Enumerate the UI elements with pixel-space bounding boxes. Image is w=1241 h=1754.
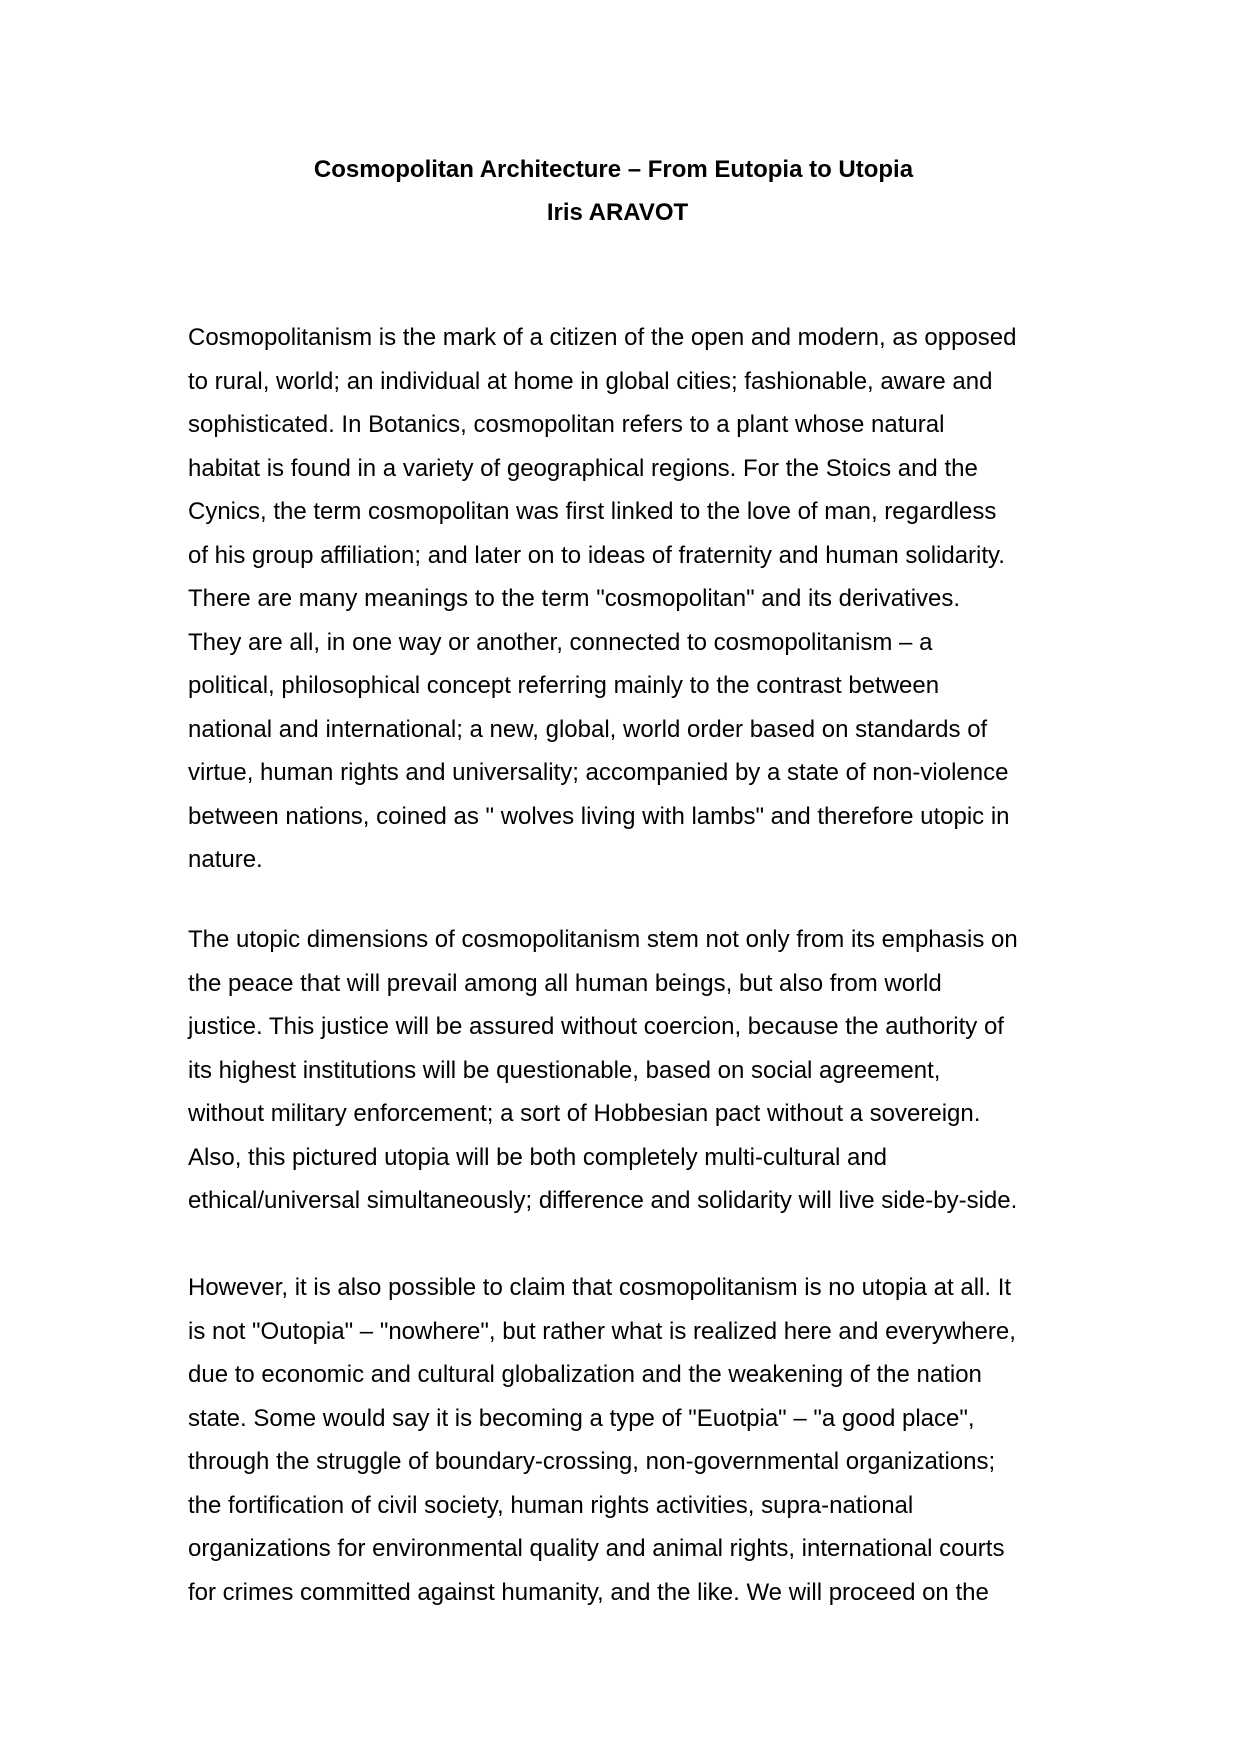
text-line: They are all, in one way or another, connected to cosmopolitanism – a: [188, 628, 933, 656]
text-line: nature.: [188, 846, 263, 873]
text-line: Also, this pictured utopia will be both completely multi-cultural and: [188, 1143, 888, 1171]
title-block: [0, 148, 1241, 234]
text-line: organizations for environmental quality and animal rights, international courts: [188, 1535, 1005, 1562]
text-line: without military enforcement; a sort of Hobbesian pact without a sovereign.: [188, 1100, 981, 1127]
text-line: Cynics, the term cosmopolitan was first linked to the love of man, regardless: [188, 498, 997, 525]
text-line: of his group affiliation; and later on to ideas of fraternity and human solidarity.: [188, 541, 1005, 569]
text-line: state. Some would say it is becoming a type of "Euotpia" – "a good place",: [188, 1404, 975, 1432]
text-line: through the struggle of boundary-crossing, non-governmental organizations;: [188, 1448, 996, 1475]
text-line: habitat is found in a variety of geographical regions. For the Stoics and the: [188, 454, 978, 482]
text-line: Cosmopolitanism is the mark of a citizen of the open and modern, as opposed: [188, 324, 1017, 351]
text-line: There are many meanings to the term "cosmopolitan" and its derivatives.: [188, 585, 961, 612]
text-line: sophisticated. In Botanics, cosmopolitan refers to a plant whose natural: [188, 411, 945, 438]
text-line: virtue, human rights and universality; accompanied by a state of non-violence: [188, 759, 1009, 786]
text-line: political, philosophical concept referring mainly to the contrast between: [188, 672, 940, 699]
text-line: the peace that will prevail among all human beings, but also from world: [188, 969, 942, 997]
text-line: between nations, coined as " wolves living with lambs" and therefore utopic in: [188, 802, 1010, 830]
text-line: is not "Outopia" – "nowhere", but rather what is realized here and everywhere,: [188, 1317, 1016, 1345]
text-line: national and international; a new, global, world order based on standards of: [188, 715, 988, 743]
text-line: due to economic and cultural globalization and the weakening of the nation: [188, 1361, 982, 1388]
text-line: to rural, world; an individual at home in global cities; fashionable, aware and: [188, 367, 993, 395]
text-line: its highest institutions will be questionable, based on social agreement,: [188, 1056, 941, 1084]
paragraph-2: [188, 918, 1068, 1223]
text-line: for crimes committed against humanity, and the like. We will proceed on the: [188, 1578, 989, 1606]
text-line: justice. This justice will be assured without coercion, because the authority of: [188, 1013, 1004, 1040]
document-title: Cosmopolitan Architecture – From Eutopia to Utopia: [313, 156, 914, 183]
document-author: Iris ARAVOT: [546, 199, 689, 226]
text-line: The utopic dimensions of cosmopolitanism stem not only from its emphasis on: [188, 926, 1018, 953]
paragraph-1: [188, 316, 1068, 882]
paragraph-3: [188, 1266, 1068, 1614]
text-line: ethical/universal simultaneously; difference and solidarity will live side-by-side.: [188, 1187, 1018, 1214]
text-line: the fortification of civil society, human rights activities, supra-national: [188, 1491, 914, 1519]
text-line: However, it is also possible to claim that cosmopolitanism is no utopia at all. It: [188, 1274, 1012, 1301]
